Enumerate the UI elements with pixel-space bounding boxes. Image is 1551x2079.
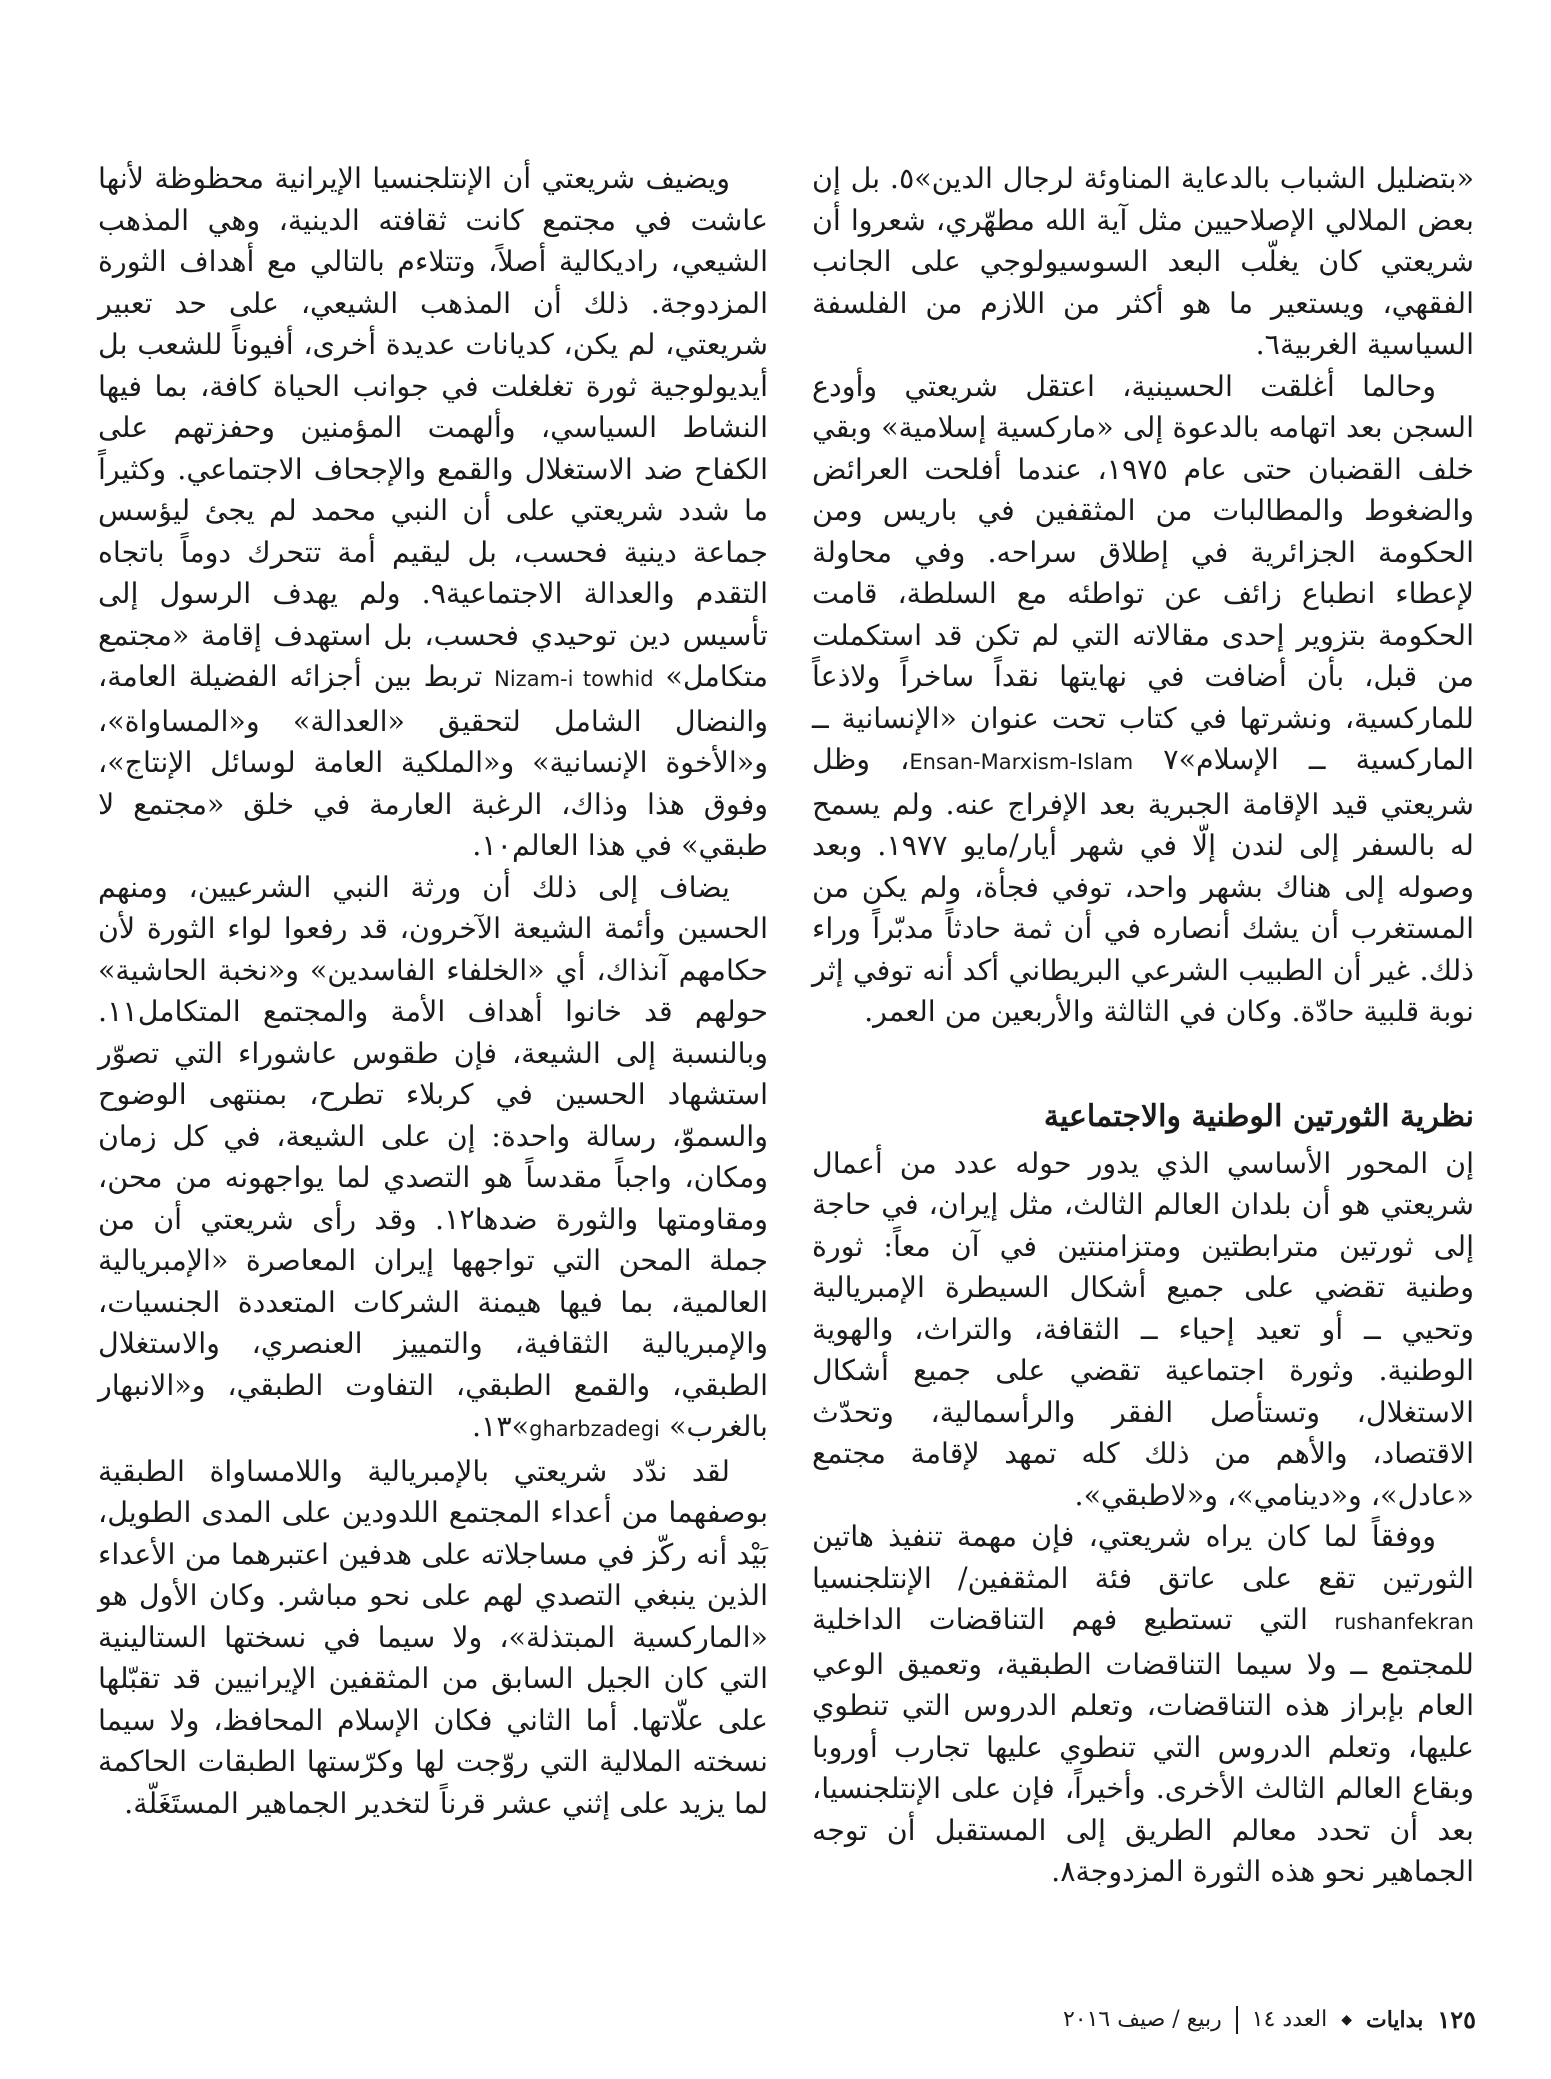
left-column bbox=[98, 158, 768, 1998]
paragraph bbox=[812, 366, 1474, 1033]
paragraph-text: التي تستطيع فهم التناقضات الداخلية للمجتمع ــ ولا سيما التناقضات الطبقية، وتعميق الوعي العام بإبراز هذه التناقضات، وتعلم الدروس التي تنطوي عليها، وتعلم الدروس التي تنطوي عليها تجارب أوروبا وبقاع العالم الثالث الأخرى. وأخيراً، فإن على الإنتلجنسيا، بعد أن تحدد معالم الطريق إلى المستقبل أن توجه الجماهير نحو هذه الثورة المزدوجة٨. bbox=[812, 1603, 1474, 1888]
page-number: ١٢٥ bbox=[1437, 2005, 1476, 2034]
latin-term: Ensan-Marxism-Islam bbox=[909, 750, 1134, 774]
paragraph: «بتضليل الشباب بالدعاية المناوئة لرجال الدين»٥. بل إن بعض الملالي الإصلاحيين مثل آية الله مطهّري، شعروا أن شريعتي كان يغلّب البعد السوسيولوجي على الجانب الفقهي، ويستعير ما هو أكثر من اللازم من الفلسفة السياسية الغربية٦. bbox=[812, 162, 1474, 361]
paragraph-text: يضاف إلى ذلك أن ورثة النبي الشرعيين، ومنهم الحسين وأئمة الشيعة الآخرون، قد رفعوا لواء الثورة لأن حكامهم آنذاك، أي «الخلفاء الفاسدين» و«نخبة الحاشية» حولهم قد خانوا أهداف الأمة والمجتمع المتكامل١١. وبالنسبة إلى الشيعة، فإن طقوس عاشوراء التي تصوّر استشهاد الحسين في كربلاء تطرح، بمنتهى الوضوح والسموّ، رسالة واحدة: إن على الشيعة، في كل زمان ومكان، واجباً مقدساً هو التصدي لما يواجهونه من محن، ومقاومتها والثورة ضدها١٢. وقد رأى شريعتي أن من جملة المحن التي تواجهها إيران المعاصرة «الإمبريالية العالمية، بما فيها هيمنة الشركات المتعددة الجنسيات، والإمبريالية الثقافية، والتمييز العنصري، والاستغلال الطبقي، والقمع الطبقي، التفاوت الطبقي، و«الانبهار بالغرب» bbox=[98, 870, 769, 1443]
paragraph-text: ويضيف شريعتي أن الإنتلجنسيا الإيرانية محظوظة لأنها عاشت في مجتمع كانت ثقافته الدينية، وهي المذهب الشيعي، راديكالية أصلاً، وتتلاءم بالتالي مع أهداف الثورة المزدوجة. ذلك أن المذهب الشيعي، على حد تعبير شريعتي، لم يكن، كديانات عديدة أخرى، أفيوناً للشعب بل أيديولوجية ثورة تغلغلت في جوانب الحياة كافة، بما فيها النشاط السياسي، وألهمت المؤمنين وحفزتهم على الكفاح ضد الاستغلال والقمع والإجحاف الاجتماعي. وكثيراً ما شدد شريعتي على أن النبي محمد لم يجئ ليؤسس جماعة دينية فحسب، بل ليقيم أمة تتحرك دوماً باتجاه التقدم والعدالة الاجتماعية٩. ولم يهدف الرسول إلى تأسيس دين توحيدي فحسب، بل استهدف إقامة «مجتمع متكامل» bbox=[98, 162, 769, 693]
paragraph-text: »١٣. bbox=[471, 1410, 530, 1443]
section-spacer bbox=[812, 1033, 1474, 1077]
paragraph bbox=[98, 158, 768, 867]
paragraph: إن المحور الأساسي الذي يدور حوله عدد من أعمال شريعتي هو أن بلدان العالم الثالث، مثل إيران، في حاجة إلى ثورتين مترابطتين ومتزامنتين في آن معاً: ثورة وطنية تقضي على جميع أشكال السيطرة الإمبريالية وتحيي ــ أو تعيد إحياء ــ الثقافة، والتراث، والهوية الوطنية. وثورة اجتماعية تقضي على جميع أشكال الاستغلال، وتستأصل الفقر والرأسمالية، وتحدّث الاقتصاد، والأهم من ذلك كله تمهد لإقامة مجتمع «عادل»، و«دينامي»، و«لاطبقي». bbox=[812, 1146, 1474, 1512]
page-footer bbox=[98, 2000, 1476, 2040]
right-column bbox=[812, 158, 1474, 1998]
diamond-icon: ◆ bbox=[1341, 2012, 1352, 2028]
paragraph bbox=[98, 867, 768, 1451]
paragraph-text: وحالما أغلقت الحسينية، اعتقل شريعتي وأودع السجن بعد اتهامه بالدعوة إلى «ماركسية إسلامية» وبقي خلف القضبان حتى عام ١٩٧٥، عندما أفلحت العرائض والضغوط والمطالبات من المثقفين في باريس ومن الحكومة الجزائرية في إطلاق سراحه. وفي محاولة لإعطاء انطباع زائف عن تواطئه مع السلطة، قامت الحكومة بتزوير إحدى مقالاته التي لم تكن قد استكملت من قبل، بأن أضافت في نهايتها نقداً ساخراً ولاذعاً للماركسية، ونشرتها في كتاب تحت عنوان «الإنسانية ــ الماركسية ــ الإسلام»٧ bbox=[812, 369, 1475, 776]
magazine-title: بدايات bbox=[1366, 2007, 1424, 2033]
paragraph-text: ووفقاً لما كان يراه شريعتي، فإن مهمة تنفيذ هاتين الثورتين تقع على عاتق فئة المثقفين/ الإنتلجنسيا bbox=[812, 1520, 1474, 1595]
latin-term: rushanfekran bbox=[1334, 1610, 1474, 1634]
paragraph-text: ، وظل شريعتي قيد الإقامة الجبرية بعد الإفراج عنه. ولم يسمح له بالسفر إلى لندن إلّا في شهر أيار/مايو ١٩٧٧. وبعد وصوله إلى هناك بشهر واحد، توفي فجأة، ولم يكن من المستغرب أن يشك أنصاره في أن ثمة حادثاً مدبّراً وراء ذلك. غير أن الطبيب الشرعي البريطاني أكد أنه توفي إثر نوبة قلبية حادّة. وكان في الثالثة والأربعين من العمر. bbox=[812, 743, 1474, 1028]
latin-term: gharbzadegi bbox=[529, 1417, 660, 1441]
issue-season: ربيع / صيف ٢٠١٦ bbox=[1062, 2007, 1222, 2032]
latin-term: Nizam-i towhid bbox=[494, 667, 654, 691]
paragraph-text: تربط بين أجزائه الفضيلة العامة، والنضال الشامل لتحقيق «العدالة» و«المساواة»، و«الأخوة الإنسانية» و«الملكية العامة لوسائل الإنتاج»، وفوق هذا وذاك، الرغبة العارمة في خلق «مجتمع لا طبقي» في هذا العالم١٠. bbox=[98, 660, 768, 862]
divider bbox=[1236, 2006, 1238, 2034]
paragraph bbox=[812, 1516, 1474, 1893]
section-heading: نظرية الثورتين الوطنية والاجتماعية bbox=[1043, 1098, 1474, 1134]
issue-number: العدد ١٤ bbox=[1251, 2007, 1328, 2032]
paragraph: لقد ندّد شريعتي بالإمبريالية واللامساواة الطبقية بوصفهما من أعداء المجتمع اللدودين على المدى الطويل، بَيْد أنه ركّز في مساجلاته على هدفين اعتبرهما من الأعداء الذين ينبغي التصدي لهم على نحو مباشر. وكان الأول هو «الماركسية المبتذلة»، ولا سيما في نسختها الستالينية التي كان الجيل السابق من المثقفين الإيرانيين قد تقبّلها على علّاتها. أما الثاني فكان الإسلام المحافظ، ولا سيما نسخته الملالية التي روّجت لها وكرّستها الطبقات الحاكمة لما يزيد على إثني عشر قرناً لتخدير الجماهير المستَغَلّة. bbox=[98, 1454, 768, 1820]
